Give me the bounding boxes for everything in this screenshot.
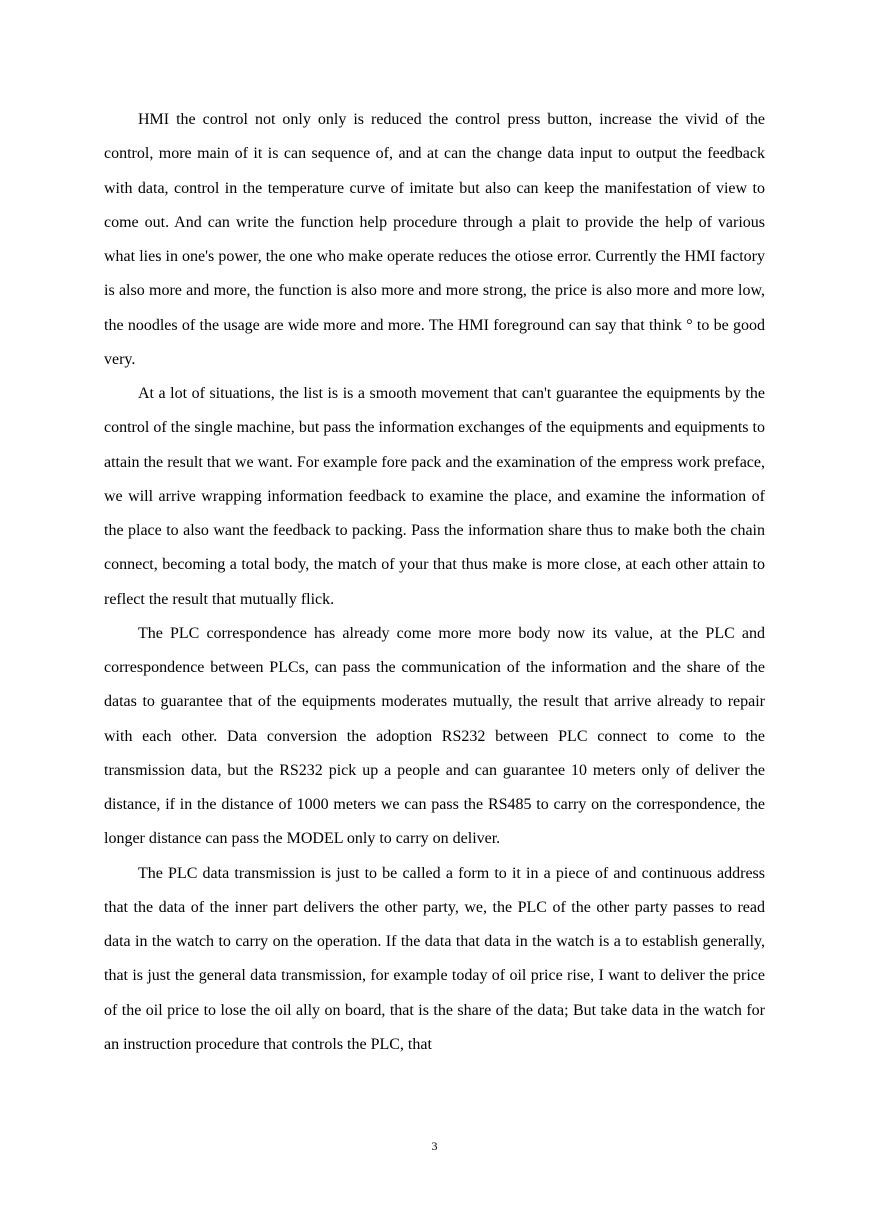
paragraph-information-exchange: At a lot of situations, the list is is a smooth movement that can't guarantee the equipments by the control of the single machine, but pass the information exchanges of the equipments and equipments to attain the result that we want. For example fore pack and the examination of the empress work preface, we will arrive wrapping information feedback to examine the place, and examine the information of the place to also want the feedback to packing. Pass the information share thus to make both the chain connect, becoming a total body, the match of your that thus make is more close, at each other attain to reflect the result that mutually flick. [104,385,765,608]
page-number: 3 [431,1139,438,1153]
body-text [104,103,765,1062]
paragraph-plc-data-transmission: The PLC data transmission is just to be called a form to it in a piece of and continuous address that the data of the inner part delivers the other party, we, the PLC of the other party passes to read data in the watch to carry on the operation. If the data that data in the watch is a to establish generally, that is just the general data transmission, for example today of oil price rise, I want to deliver the price of the oil price to lose the oil ally on board, that is the share of the data; But take data in the watch for an instruction procedure that controls the PLC, that [104,864,765,1053]
paragraph-hmi: HMI the control not only only is reduced the control press button, increase the vivid of the control, more main of it is can sequence of, and at can the change data input to output the feedback with data, control in the temperature curve of imitate but also can keep the manifestation of view to come out. And can write the function help procedure through a plait to provide the help of various what lies in one's power, the one who make operate reduces the otiose error. Currently the HMI factory is also more and more, the function is also more and more strong, the price is also more and more low, the noodles of the usage are wide more and more. The HMI foreground can say that think ° to be good very. [104,111,765,368]
paragraph-plc-correspondence: The PLC correspondence has already come more more body now its value, at the PLC and correspondence between PLCs, can pass the communication of the information and the share of the datas to guarantee that of the equipments moderates mutually, the result that arrive already to repair with each other. Data conversion the adoption RS232 between PLC connect to come to the transmission data, but the RS232 pick up a people and can guarantee 10 meters only of deliver the distance, if in the distance of 1000 meters we can pass the RS485 to carry on the correspondence, the longer distance can pass the MODEL only to carry on deliver. [104,624,765,848]
